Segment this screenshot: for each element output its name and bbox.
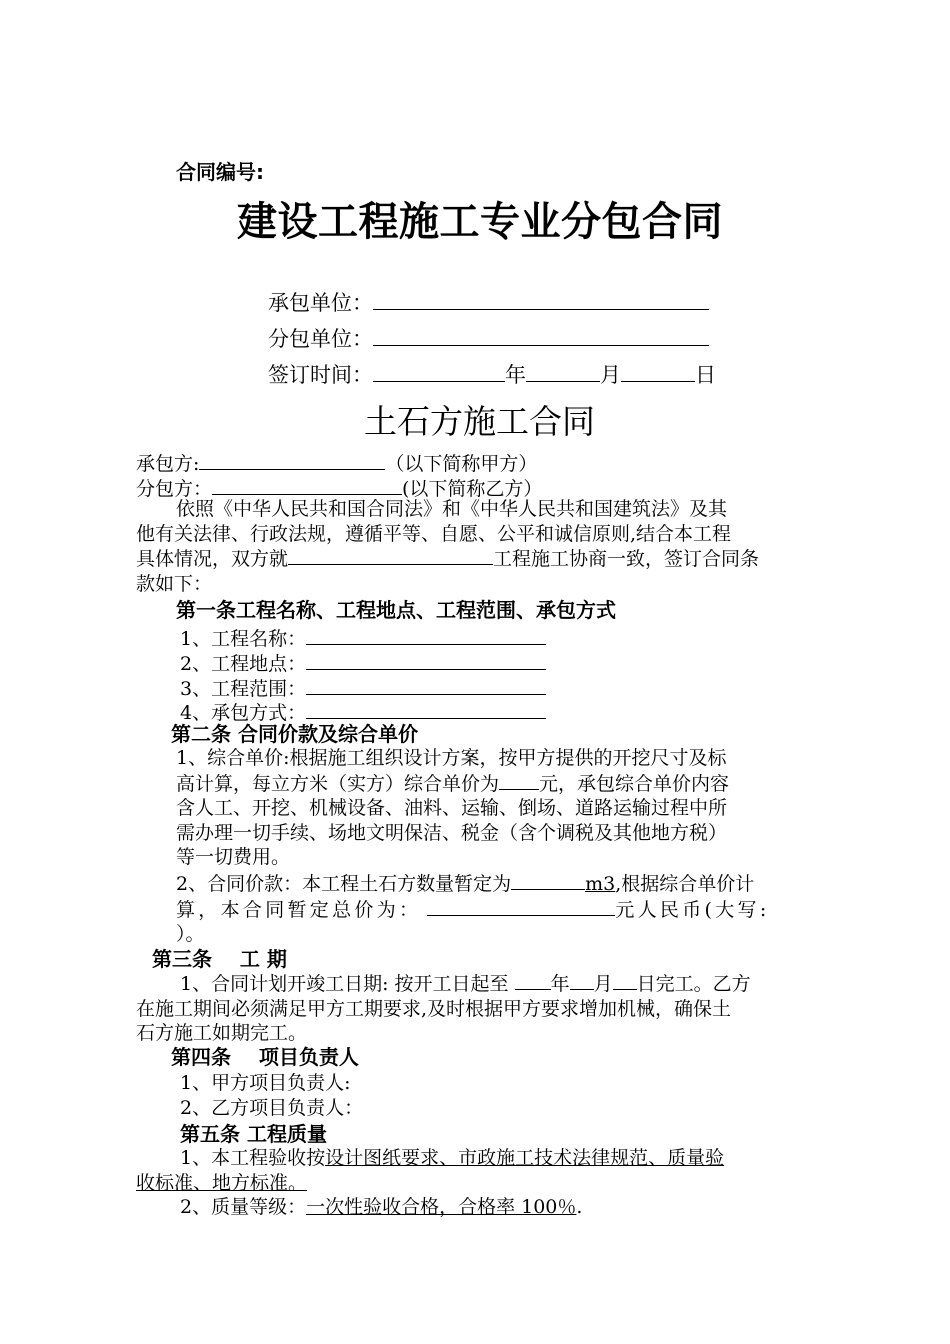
intro-line-3 — [136, 546, 838, 572]
quality-grade-row — [180, 1198, 582, 1217]
article3-year: 年 — [550, 973, 570, 995]
finish-month-blank[interactable] — [570, 971, 594, 990]
quantity-unit: m3 — [585, 873, 616, 895]
subcontractor-unit-row — [268, 327, 709, 350]
article2-p2-line2 — [176, 897, 838, 923]
year-label: 年 — [505, 363, 526, 387]
article2-heading: 第二条 合同价款及综合单价 — [171, 722, 418, 746]
article3-month: 月 — [593, 973, 613, 995]
article3-line2: 在施工期间必须满足甲方工期要求,及时根据甲方要求增加机械，确保土 — [136, 997, 732, 1020]
party-b-manager: 2、乙方项目负责人： — [180, 1097, 364, 1119]
party-b-label: 分包方： — [136, 478, 213, 500]
party-b-blank[interactable] — [212, 476, 402, 495]
quality-grade-value: 一次性验收合格，合格率 100％ — [306, 1196, 577, 1218]
article2-para1 — [176, 746, 838, 870]
intro-line-1: 依照《中华人民共和国合同法》和《中华人民共和国建筑法》及其 — [176, 498, 728, 520]
party-a-label: 承包方: — [136, 453, 200, 475]
subcontractor-unit-blank[interactable] — [373, 327, 709, 346]
article3-para — [136, 971, 838, 1046]
article1-item4 — [180, 700, 546, 723]
article2-p2-line2b: 元人民币(大写: — [615, 898, 770, 921]
party-b-row — [136, 476, 542, 499]
main-title: 建设工程施工专业分包合同 — [237, 199, 723, 245]
subcontractor-unit-label: 分包单位： — [268, 327, 373, 351]
article2-p1-line5: 等一切费用。 — [176, 846, 291, 868]
contract-method-field[interactable] — [306, 700, 546, 719]
day-label: 日 — [695, 363, 716, 387]
intro-paragraph — [136, 497, 838, 596]
article3-line1 — [136, 971, 838, 997]
article5-line2: 收标准、地方标准。 — [136, 1171, 308, 1194]
article3-line1b: 日完工。乙方 — [636, 973, 751, 995]
sign-day-blank[interactable] — [621, 363, 695, 382]
article1-item2-label: 2、工程地点： — [180, 653, 307, 675]
party-a-manager: 1、甲方项目负责人: — [180, 1072, 351, 1094]
party-a-blank[interactable] — [199, 451, 385, 470]
party-b-note: (以下简称乙方） — [402, 478, 543, 500]
article2-p1-line1: 1、综合单价:根据施工组织设计方案，按甲方提供的开挖尺寸及标 — [176, 747, 727, 769]
article2-p1-line3: 含人工、开挖、机械设备、油料、运输、倒场、道路运输过程中所 — [176, 797, 728, 819]
article3-line1a: 1、合同计划开竣工日期: 按开工日起至 — [180, 973, 515, 995]
project-name-blank[interactable] — [288, 546, 493, 565]
article1-item2 — [180, 651, 546, 674]
article2-p2-line1 — [176, 871, 838, 897]
intro-line-2: 他有关法律、行政法规，遵循平等、自愿、公平和诚信原则,结合本工程 — [136, 522, 732, 545]
sign-time-row — [268, 363, 716, 386]
finish-day-blank[interactable] — [613, 971, 637, 990]
sign-month-blank[interactable] — [526, 363, 600, 382]
sign-time-label: 签订时间： — [268, 363, 373, 387]
article5-para1 — [136, 1146, 838, 1195]
article5-line1 — [136, 1146, 838, 1171]
intro-line-3a: 具体情况，双方就 — [136, 548, 289, 570]
article2-para2 — [176, 871, 838, 947]
article2-p1-line4: 需办理一切手续、场地文明保洁、税金（含个调税及其他地方税） — [176, 821, 728, 844]
article2-p1-line2a: 高计算，每立方米（实方）综合单价为 — [176, 772, 500, 795]
unit-price-blank[interactable] — [499, 771, 539, 790]
project-location-field[interactable] — [306, 651, 546, 670]
sign-year-blank[interactable] — [373, 363, 505, 382]
article5-line1a: 1、本工程验收按 — [180, 1147, 326, 1169]
article3-line3: 石方施工如期完工。 — [136, 1022, 308, 1044]
article2-p1-line2b: 元，承包综合单价内容 — [539, 772, 730, 795]
article2-p2-line3: ）。 — [176, 923, 205, 945]
article1-item3-label: 3、工程范围： — [180, 678, 307, 700]
party-a-row — [136, 451, 537, 474]
month-label: 月 — [600, 363, 621, 387]
finish-year-blank[interactable] — [515, 971, 551, 990]
quality-grade-label: 2、质量等级： — [180, 1196, 307, 1218]
contractor-unit-label: 承包单位： — [268, 291, 373, 315]
quality-grade-end: . — [576, 1196, 583, 1218]
intro-line-4: 款如下： — [136, 572, 213, 595]
article2-p1-line2 — [176, 771, 838, 797]
article2-p2-line1a: 2、合同价款：本工程土石方数量暂定为 — [176, 873, 512, 895]
contractor-unit-row — [268, 291, 709, 314]
project-scope-field[interactable] — [306, 676, 546, 695]
article3-heading: 第三条 工 期 — [152, 947, 287, 971]
contract-number-label: 合同编号: — [176, 160, 264, 184]
article5-line1b: 设计图纸要求、市政施工技术法律规范、质量验 — [325, 1147, 725, 1169]
article1-item1 — [180, 626, 546, 649]
project-name-field[interactable] — [306, 626, 546, 645]
article5-heading: 第五条 工程质量 — [180, 1122, 327, 1146]
contractor-unit-blank[interactable] — [373, 291, 709, 310]
article2-p2-line2a: 算，本合同暂定总价为： — [176, 898, 422, 921]
quantity-blank[interactable] — [511, 871, 585, 890]
contract-title: 土石方施工合同 — [364, 402, 595, 441]
article1-item4-label: 4、承包方式： — [180, 702, 307, 724]
total-price-blank[interactable] — [427, 897, 615, 916]
article1-item3 — [180, 676, 546, 699]
article4-heading: 第四条 项目负责人 — [171, 1045, 359, 1069]
intro-line-3b: 工程施工协商一致，签订合同条 — [493, 548, 760, 570]
article1-item1-label: 1、工程名称： — [180, 628, 307, 650]
party-a-note: （以下简称甲方） — [385, 453, 538, 475]
article1-heading: 第一条工程名称、工程地点、工程范围、承包方式 — [176, 598, 616, 622]
article2-p2-line1b: ,根据综合单价计 — [615, 873, 755, 895]
